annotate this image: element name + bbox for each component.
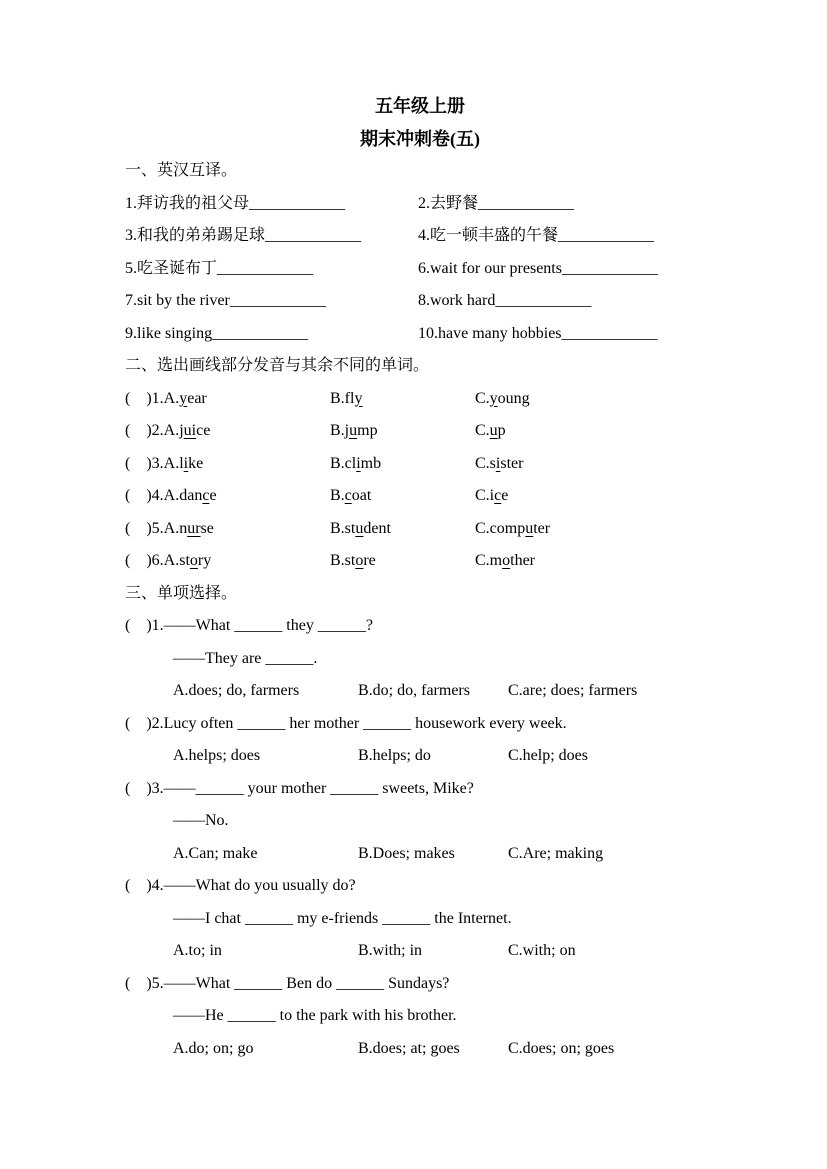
question-line <box>125 903 715 936</box>
option-a: A.helps; does <box>173 747 261 764</box>
option-c: C.help; does <box>508 747 588 764</box>
options-row <box>125 838 715 871</box>
item-number: 2. <box>151 422 164 439</box>
option-c: C.Are; making <box>508 844 604 862</box>
phonics-cell-b: B.fly <box>330 389 363 407</box>
section3-heading: 三、单项选择。 <box>125 584 238 602</box>
phonics-cell-a: ( )6.A.story <box>125 552 212 569</box>
translation-row <box>125 253 715 286</box>
question-number: 3. <box>151 779 164 797</box>
option-b: B.Does; makes <box>358 844 455 862</box>
answer-bracket: ( ) <box>125 877 152 894</box>
question-text: Lucy often ______ her mother ______ housework every week. <box>163 714 567 732</box>
translation-item: 2.去野餐____________ <box>418 194 575 212</box>
translation-row <box>125 188 715 221</box>
answer-bracket: ( ) <box>125 454 152 472</box>
question-number: 2. <box>151 714 164 732</box>
mc-question <box>125 968 715 1066</box>
phonics-item <box>125 545 715 578</box>
phonics-cell-c: C.up <box>475 422 506 439</box>
question-text: ——He ______ to the park with his brother. <box>173 1007 457 1024</box>
answer-bracket: ( ) <box>125 487 152 504</box>
phonics-cell-b: B.store <box>330 552 376 569</box>
options-row <box>125 1033 715 1066</box>
answer-bracket: ( ) <box>125 617 152 634</box>
phonics-cell-b: B.climb <box>330 454 382 472</box>
answer-bracket: ( ) <box>125 714 152 732</box>
phonics-item <box>125 480 715 513</box>
underlined-part: i <box>495 454 501 472</box>
answer-bracket: ( ) <box>125 422 152 439</box>
answer-bracket: ( ) <box>125 389 152 407</box>
underlined-part: c <box>344 487 352 504</box>
item-number: 5. <box>151 519 164 537</box>
translation-row <box>125 220 715 253</box>
option-a: A.Can; make <box>173 844 258 862</box>
translation-item: 1.拜访我的祖父母____________ <box>125 194 346 212</box>
translation-row <box>125 285 715 318</box>
underlined-part: o <box>355 552 364 569</box>
underlined-part: u <box>355 519 364 537</box>
question-text: ——______ your mother ______ sweets, Mike? <box>163 779 474 797</box>
phonics-item <box>125 415 715 448</box>
underlined-part: o <box>502 552 511 569</box>
phonics-cell-b: B.jump <box>330 422 378 439</box>
underlined-part: u <box>489 422 498 439</box>
question-line <box>125 870 715 903</box>
mc-question <box>125 870 715 968</box>
underlined-part: i <box>183 454 189 472</box>
underlined-part: y <box>354 389 363 407</box>
phonics-item <box>125 448 715 481</box>
underlined-part: c <box>494 487 502 504</box>
phonics-cell-a: ( )5.A.nurse <box>125 519 214 537</box>
phonics-cell-b: B.student <box>330 519 391 537</box>
question-line <box>125 610 715 643</box>
option-a: A.to; in <box>173 942 222 959</box>
mc-question <box>125 773 715 871</box>
option-b: B.helps; do <box>358 747 431 764</box>
options-row <box>125 935 715 968</box>
question-line <box>125 643 715 676</box>
underlined-part: y <box>179 389 188 407</box>
question-text: ——I chat ______ my e-friends ______ the Internet. <box>173 909 512 927</box>
phonics-cell-c: C.ice <box>475 487 509 504</box>
options-row <box>125 740 715 773</box>
question-line <box>125 773 715 806</box>
question-number: 1. <box>151 617 164 634</box>
phonics-item <box>125 383 715 416</box>
section1-heading: 一、英汉互译。 <box>125 162 238 179</box>
translation-item: 6.wait for our presents____________ <box>418 259 658 277</box>
mc-question <box>125 610 715 708</box>
question-text: ——They are ______. <box>173 649 318 667</box>
option-c: C.are; does; farmers <box>508 682 638 699</box>
translation-item: 7.sit by the river____________ <box>125 292 326 309</box>
underlined-part: y <box>489 389 498 407</box>
option-b: B.do; do, farmers <box>358 682 470 699</box>
answer-bracket: ( ) <box>125 974 152 992</box>
answer-bracket: ( ) <box>125 519 152 537</box>
underlined-part: u <box>349 422 358 439</box>
question-line <box>125 805 715 838</box>
phonics-cell-a: ( )4.A.dance <box>125 487 217 504</box>
question-text: ——What ______ they ______? <box>163 617 373 634</box>
phonics-cell-b: B.coat <box>330 487 372 504</box>
option-c: C.does; on; goes <box>508 1039 615 1057</box>
phonics-cell-a: ( )1.A.year <box>125 389 207 407</box>
option-a: A.do; on; go <box>173 1039 254 1057</box>
translation-item: 10.have many hobbies____________ <box>418 324 658 342</box>
question-line <box>125 708 715 741</box>
underlined-part: i <box>356 454 361 472</box>
translation-item: 3.和我的弟弟踢足球____________ <box>125 227 362 244</box>
question-number: 4. <box>151 877 164 894</box>
phonics-cell-c: C.young <box>475 389 530 407</box>
underlined-part: ur <box>187 519 201 537</box>
item-number: 6. <box>151 552 164 569</box>
item-number: 3. <box>151 454 164 472</box>
option-b: B.with; in <box>358 942 423 959</box>
page-subtitle: 期末冲刺卷(五) <box>360 128 480 149</box>
option-c: C.with; on <box>508 942 576 959</box>
translation-item: 4.吃一顿丰盛的午餐____________ <box>418 227 655 244</box>
phonics-cell-a: ( )2.A.juice <box>125 422 211 439</box>
question-line <box>125 1000 715 1033</box>
mc-question <box>125 708 715 773</box>
underlined-part: o <box>189 552 198 569</box>
phonics-cell-a: ( )3.A.like <box>125 454 204 472</box>
translation-item: 9.like singing____________ <box>125 324 309 342</box>
phonics-cell-c: C.mother <box>475 552 535 569</box>
question-line <box>125 968 715 1001</box>
translation-item: 8.work hard____________ <box>418 292 592 309</box>
answer-bracket: ( ) <box>125 779 152 797</box>
translation-item: 5.吃圣诞布丁____________ <box>125 259 314 277</box>
underlined-part: u <box>525 519 534 537</box>
question-text: ——What ______ Ben do ______ Sundays? <box>163 974 450 992</box>
question-text: ——No. <box>173 812 229 829</box>
page-title: 五年级上册 <box>375 96 465 116</box>
option-b: B.does; at; goes <box>358 1039 460 1057</box>
question-text: ——What do you usually do? <box>163 877 356 894</box>
phonics-item <box>125 513 715 546</box>
answer-bracket: ( ) <box>125 552 152 569</box>
section2-heading: 二、选出画线部分发音与其余不同的单词。 <box>125 357 430 374</box>
item-number: 1. <box>151 389 164 407</box>
option-a: A.does; do, farmers <box>173 682 300 699</box>
translation-row <box>125 318 715 351</box>
question-number: 5. <box>151 974 164 992</box>
phonics-cell-c: C.computer <box>475 519 551 537</box>
underlined-part: c <box>202 487 210 504</box>
underlined-part: ui <box>183 422 197 439</box>
item-number: 4. <box>151 487 164 504</box>
options-row <box>125 675 715 708</box>
phonics-cell-c: C.sister <box>475 454 524 472</box>
